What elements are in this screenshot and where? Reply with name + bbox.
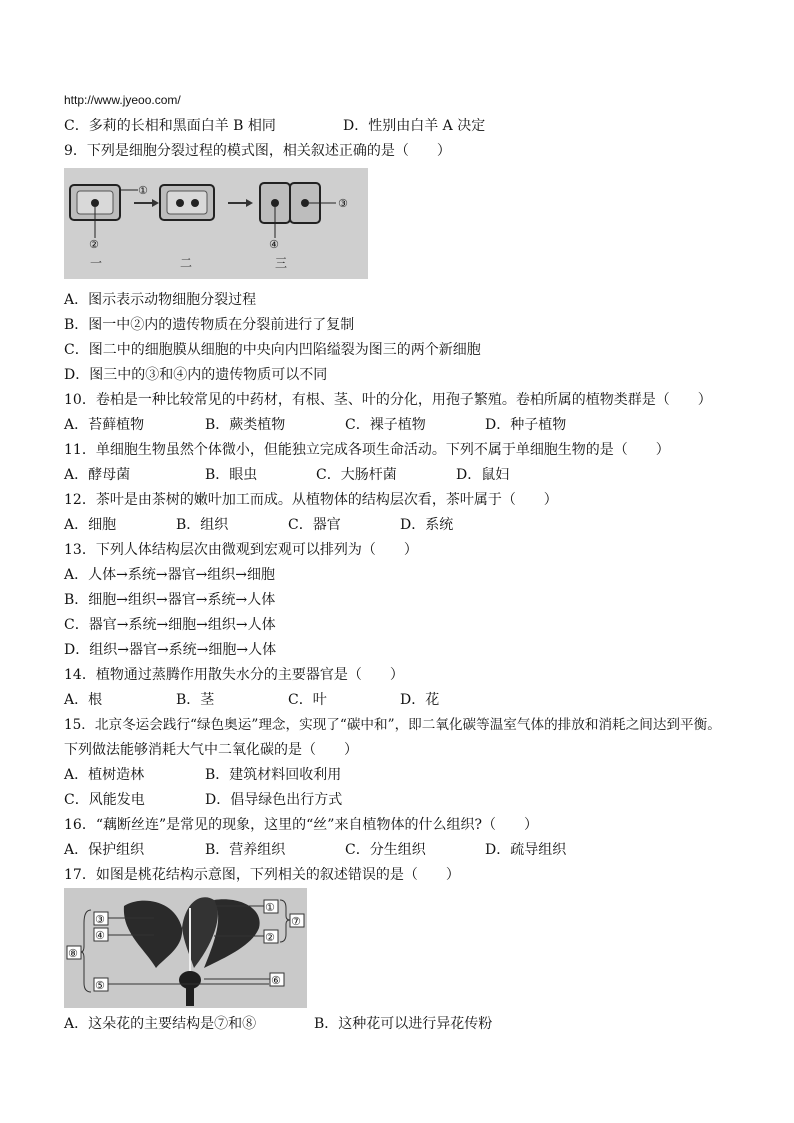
flower-marker-7: ⑦ bbox=[291, 915, 301, 928]
source-url: http://www.jyeoo.com/ bbox=[64, 93, 181, 107]
q10-stem: 10．卷柏是一种比较常见的中药材，有根、茎、叶的分化，用孢子繁殖。卷柏所属的植物类群是（ ） bbox=[64, 392, 712, 408]
q10-option-b: B．蕨类植物 bbox=[205, 417, 286, 433]
q16-option-b: B．营养组织 bbox=[205, 842, 286, 858]
q16-option-c: C．分生组织 bbox=[345, 842, 426, 858]
q8-option-c: C．多莉的长相和黑面白羊 B 相同 bbox=[64, 118, 276, 134]
ovary bbox=[179, 971, 201, 989]
q13-option-b: B．细胞→组织→器官→系统→人体 bbox=[64, 592, 276, 608]
q12-option-b: B．组织 bbox=[176, 517, 229, 533]
q15-option-b: B．建筑材料回收利用 bbox=[205, 767, 342, 783]
stalk bbox=[186, 988, 194, 1006]
flower-marker-1: ① bbox=[265, 901, 275, 914]
flower-marker-6: ⑥ bbox=[271, 974, 281, 987]
q13-option-a: A．人体→系统→器官→组织→细胞 bbox=[64, 567, 276, 583]
nucleus-three bbox=[301, 199, 309, 207]
q11-option-c: C．大肠杆菌 bbox=[316, 467, 397, 483]
q11-stem: 11．单细胞生物虽然个体微小，但能独立完成各项生命活动。下列不属于单细胞生物的是（ ） bbox=[64, 442, 670, 458]
marker-3: ③ bbox=[338, 197, 348, 210]
flower-marker-2: ② bbox=[265, 931, 275, 944]
q10-option-a: A．苔藓植物 bbox=[64, 417, 145, 433]
q12-option-a: A．细胞 bbox=[64, 517, 117, 533]
marker-4: ④ bbox=[269, 238, 279, 251]
q15-option-c: C．风能发电 bbox=[64, 792, 145, 808]
caption-three: 三 bbox=[275, 256, 288, 270]
nucleus-four bbox=[271, 199, 279, 207]
flower-marker-4: ④ bbox=[95, 929, 105, 942]
q10-option-c: C．裸子植物 bbox=[345, 417, 426, 433]
q14-option-a: A．根 bbox=[64, 692, 103, 708]
peach-flower-diagram bbox=[64, 888, 307, 1008]
petal-left bbox=[124, 901, 182, 968]
q17-peach-flower-figure bbox=[64, 888, 307, 1008]
q13-option-d: D．组织→器官→系统→细胞→人体 bbox=[64, 642, 277, 658]
q11-option-a: A．酵母菌 bbox=[64, 467, 131, 483]
q13-option-c: C．器官→系统→细胞→组织→人体 bbox=[64, 617, 276, 633]
q15-option-d: D．倡导绿色出行方式 bbox=[205, 792, 343, 808]
cell-division-diagram bbox=[64, 168, 368, 279]
q15-stem-line-1: 15．北京冬运会践行“绿色奥运”理念，实现了“碳中和”，即二氧化碳等温室气体的排放和消耗之间达到平衡。 bbox=[64, 717, 721, 733]
flower-marker-3: ③ bbox=[95, 913, 105, 926]
q10-option-d: D．种子植物 bbox=[485, 417, 567, 433]
q16-stem: 16．“藕断丝连”是常见的现象，这里的“丝”来自植物体的什么组织?（ ） bbox=[64, 817, 538, 833]
q17-stem: 17．如图是桃花结构示意图，下列相关的叙述错误的是（ ） bbox=[64, 867, 460, 883]
q14-option-c: C．叶 bbox=[288, 692, 327, 708]
caption-two: 二 bbox=[180, 256, 193, 270]
flower-marker-5: ⑤ bbox=[95, 979, 105, 992]
q9-option-c: C．图二中的细胞膜从细胞的中央向内凹陷缢裂为图三的两个新细胞 bbox=[64, 342, 481, 358]
q11-option-d: D．鼠妇 bbox=[456, 467, 510, 483]
q17-option-b: B．这种花可以进行异花传粉 bbox=[314, 1016, 493, 1032]
q17-option-a: A．这朵花的主要结构是⑦和⑧ bbox=[64, 1016, 257, 1032]
q12-option-d: D．系统 bbox=[400, 517, 454, 533]
q9-cell-division-figure bbox=[64, 168, 368, 279]
q15-option-a: A．植树造林 bbox=[64, 767, 145, 783]
q16-option-d: D．疏导组织 bbox=[485, 842, 567, 858]
marker-2: ② bbox=[89, 238, 99, 251]
q14-option-d: D．花 bbox=[400, 692, 440, 708]
q13-stem: 13．下列人体结构层次由微观到宏观可以排列为（ ） bbox=[64, 542, 418, 558]
q14-option-b: B．茎 bbox=[176, 692, 215, 708]
q15-stem-line-2: 下列做法能够消耗大气中二氧化碳的是（ ） bbox=[64, 742, 358, 758]
flower-marker-8: ⑧ bbox=[68, 947, 78, 960]
caption-one: 一 bbox=[90, 256, 103, 270]
nucleus-two bbox=[91, 199, 99, 207]
q16-option-a: A．保护组织 bbox=[64, 842, 145, 858]
q9-option-b: B．图一中②内的遗传物质在分裂前进行了复制 bbox=[64, 317, 355, 333]
q8-option-d: D．性别由白羊 A 决定 bbox=[343, 118, 486, 134]
q12-stem: 12．茶叶是由茶树的嫩叶加工而成。从植物体的结构层次看，茶叶属于（ ） bbox=[64, 492, 558, 508]
q12-option-c: C．器官 bbox=[288, 517, 341, 533]
q9-stem: 9．下列是细胞分裂过程的模式图，相关叙述正确的是（ ） bbox=[64, 143, 451, 159]
q9-option-d: D．图三中的③和④内的遗传物质可以不同 bbox=[64, 367, 328, 383]
marker-1: ① bbox=[138, 184, 148, 197]
q14-stem: 14．植物通过蒸腾作用散失水分的主要器官是（ ） bbox=[64, 667, 404, 683]
q11-option-b: B．眼虫 bbox=[205, 467, 258, 483]
q9-option-a: A．图示表示动物细胞分裂过程 bbox=[64, 292, 257, 308]
